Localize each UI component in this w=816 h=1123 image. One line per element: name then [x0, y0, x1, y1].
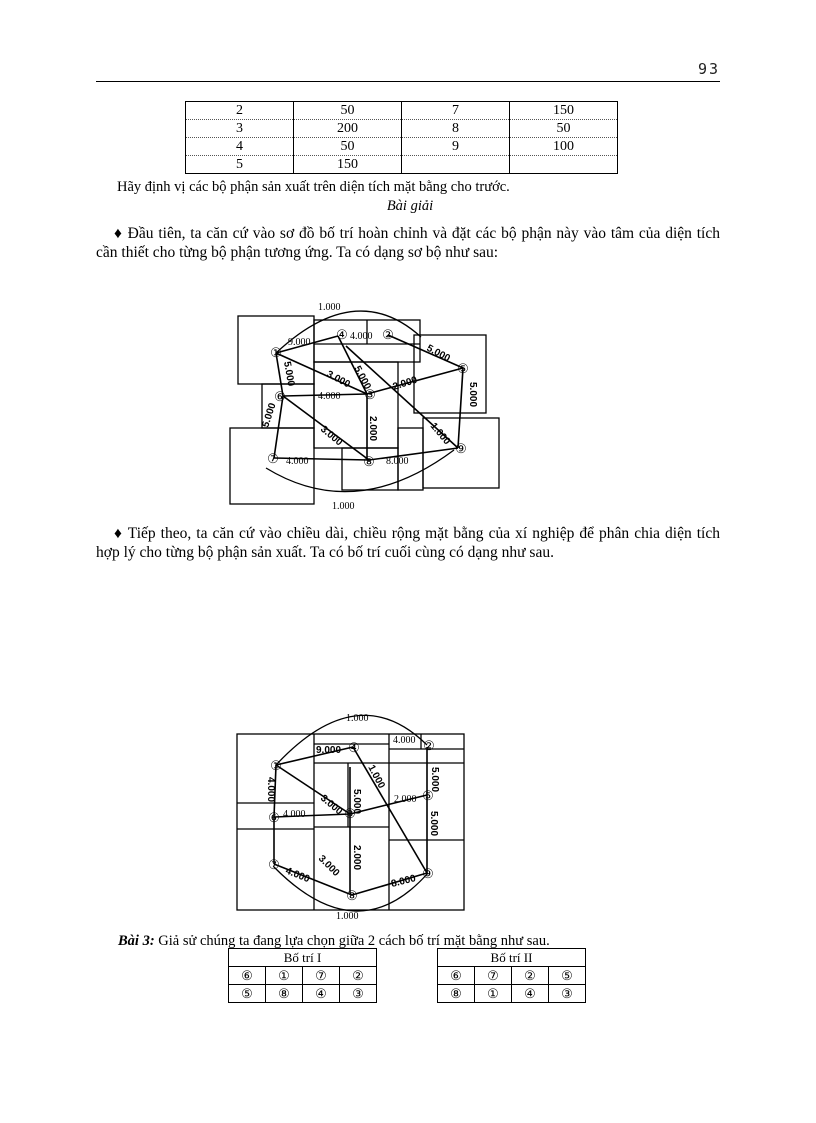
node-6: ⑥ — [274, 389, 286, 404]
table-cell: 50 — [294, 138, 402, 156]
table-cell: 100 — [510, 138, 618, 156]
node-4: ④ — [336, 327, 348, 342]
data-table — [185, 101, 618, 174]
edge-label: 2.000 — [367, 416, 378, 442]
table-cell: ⑧ — [266, 985, 303, 1003]
node-8: ⑧ — [346, 888, 358, 903]
node-2: ② — [382, 327, 394, 342]
table-cell: ⑥ — [438, 967, 475, 985]
edge-label: 4.000 — [283, 865, 312, 886]
edge-label: 3.000 — [324, 368, 352, 391]
table-cell: ⑤ — [229, 985, 266, 1003]
layout-table-title: Bố trí I — [229, 949, 377, 967]
edge-label: 2.000 — [394, 794, 417, 805]
table-cell: ⑧ — [438, 985, 475, 1003]
edge-label: 4.000 — [393, 735, 416, 746]
table-row — [186, 120, 618, 138]
node-8: ⑧ — [363, 454, 375, 469]
node-6: ⑥ — [268, 810, 280, 825]
edge-label: 1.000 — [365, 763, 387, 791]
node-3: ③ — [344, 806, 356, 821]
edge-label: 5.000 — [351, 789, 362, 815]
edge-label: 8.000 — [390, 873, 418, 890]
edge-label: 1.000 — [346, 713, 369, 724]
table-cell: ① — [266, 967, 303, 985]
table-cell: ④ — [512, 985, 549, 1003]
edge-label: 9.000 — [316, 745, 342, 756]
edge-label: 5.000 — [260, 401, 279, 429]
edge-label: 3.000 — [318, 423, 345, 449]
edge-label: 3.000 — [315, 853, 342, 879]
table-cell: ④ — [303, 985, 340, 1003]
table-cell: 5 — [186, 156, 294, 174]
table-row — [186, 102, 618, 120]
table-cell: 150 — [294, 156, 402, 174]
edge-label: 4.000 — [265, 777, 276, 803]
node-5: ⑤ — [457, 361, 469, 376]
table-cell: ③ — [549, 985, 586, 1003]
table-cell: 200 — [294, 120, 402, 138]
table-cell: 7 — [402, 102, 510, 120]
table-cell: 8 — [402, 120, 510, 138]
table-cell: ⑦ — [303, 967, 340, 985]
table-cell: ③ — [340, 985, 377, 1003]
table-cell: 50 — [510, 120, 618, 138]
node-5: ⑤ — [422, 788, 434, 803]
table-cell: 4 — [186, 138, 294, 156]
layout-table-1 — [228, 948, 377, 1003]
layout-diagram-final — [228, 707, 473, 925]
edge-label: 4.000 — [318, 391, 341, 402]
edge-label: 2.000 — [391, 374, 419, 393]
table-cell: ⑦ — [475, 967, 512, 985]
edge-label: 5.000 — [467, 382, 478, 408]
paragraph-1: ♦ Đầu tiên, ta căn cứ vào sơ đồ bố trí hoàn chỉnh và đặt các bộ phận này vào tâm của diện tích cần thiết cho từng bộ phận tương ứng. Ta có dạng sơ bộ như sau: — [96, 225, 720, 261]
table-cell — [402, 156, 510, 174]
node-7: ⑦ — [267, 451, 279, 466]
node-3: ③ — [364, 387, 376, 402]
node-9: ⑨ — [422, 866, 434, 881]
edge-label: 4.000 — [283, 809, 306, 820]
node-9: ⑨ — [455, 441, 467, 456]
table-cell — [510, 156, 618, 174]
node-7: ⑦ — [268, 857, 280, 872]
edge-label: 9.000 — [288, 337, 311, 348]
edge-label: 5.000 — [428, 811, 439, 837]
header-rule — [96, 81, 720, 82]
edge-label: 1.000 — [427, 420, 453, 448]
edge-label: 3.000 — [318, 792, 345, 818]
edge-label: 8.000 — [386, 456, 409, 467]
table-cell: ① — [475, 985, 512, 1003]
bai3-label: Bài 3: — [118, 933, 155, 949]
table-cell: ② — [340, 967, 377, 985]
edge-label: 4.000 — [350, 331, 373, 342]
table-cell: 50 — [294, 102, 402, 120]
edge-label: 4.000 — [286, 456, 309, 467]
bai3-text: Giả sử chúng ta đang lựa chọn giữa 2 cách bố trí mặt bằng như sau. — [154, 933, 550, 949]
solution-title: Bài giải — [386, 198, 434, 214]
table-cell: 9 — [402, 138, 510, 156]
table-row — [186, 156, 618, 174]
edge-label: 1.000 — [318, 302, 341, 313]
node-4: ④ — [348, 740, 360, 755]
edge-label: 5.000 — [429, 767, 440, 793]
layout-diagram-preliminary — [226, 298, 511, 513]
table-cell: 3 — [186, 120, 294, 138]
node-1: ① — [270, 345, 282, 360]
layout-table-2 — [437, 948, 586, 1003]
edge-label: 5.000 — [351, 364, 373, 392]
table-cell: 2 — [186, 102, 294, 120]
node-2: ② — [423, 738, 435, 753]
page-number: 93 — [697, 60, 720, 78]
edge-label: 1.000 — [336, 911, 359, 922]
layout-table-title: Bố trí II — [438, 949, 586, 967]
table-row — [186, 138, 618, 156]
paragraph-2: ♦ Tiếp theo, ta căn cứ vào chiều dài, chiều rộng mặt bằng của xí nghiệp để phân chia diện tích hợp lý cho từng bộ phận sản xuất. Ta có bố trí cuối cùng có dạng như sau. — [96, 525, 720, 561]
node-1: ① — [270, 758, 282, 773]
table-cell: ⑤ — [549, 967, 586, 985]
edge-label: 1.000 — [332, 501, 355, 512]
edge-label: 5.000 — [281, 360, 297, 388]
instruction-text: Hãy định vị các bộ phận sản xuất trên diện tích mặt bằng cho trước. — [117, 179, 510, 195]
edge-label: 5.000 — [424, 342, 452, 365]
table-cell: ⑥ — [229, 967, 266, 985]
table-cell: ② — [512, 967, 549, 985]
edge-label: 2.000 — [351, 845, 362, 871]
table-cell: 150 — [510, 102, 618, 120]
